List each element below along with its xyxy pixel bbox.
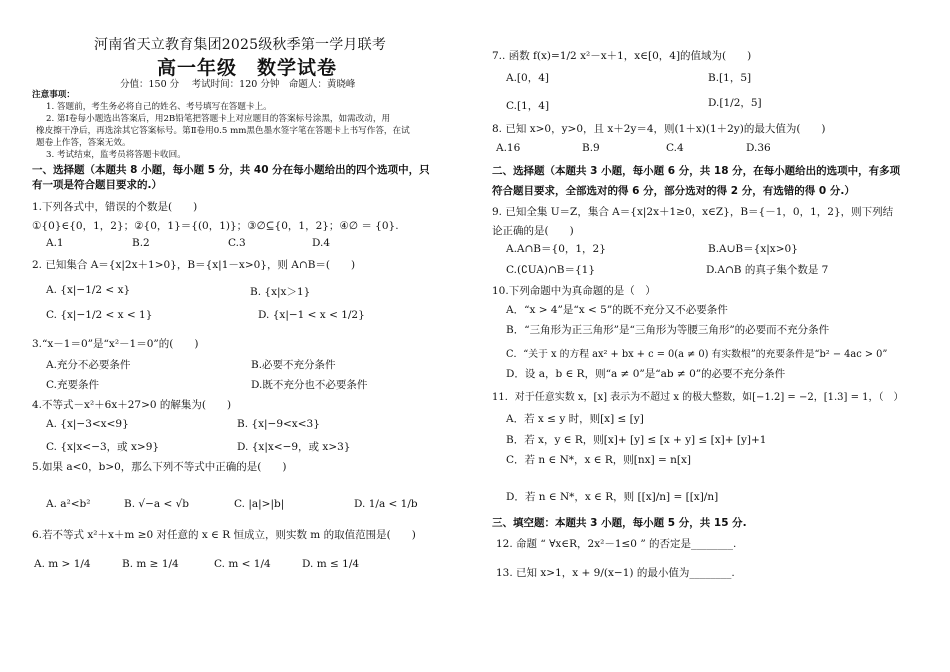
option: C.(∁UA)∩B＝{1} [506, 264, 596, 276]
option: D.既不充分也不必要条件 [251, 379, 368, 391]
notes-title: 注意事项： [32, 90, 75, 100]
question-3: 3.“x－1＝0”是“x²－1＝0”的( ) [32, 338, 199, 350]
section-2-heading-cont: 符合题目要求，全部选对的得 6 分，部分选对的得 2 分，有选错的得 0 分.） [492, 185, 855, 197]
school-title: 河南省天立教育集团2025级秋季第一学月联考 [94, 37, 387, 53]
option: D.4 [312, 237, 331, 249]
option: A. a²<b² [46, 498, 91, 510]
option: C.3 [228, 237, 246, 249]
question-6: 6.若不等式 x²＋x＋m ≥0 对任意的 x ∈ R 恒成立，则实数 m 的取值范围是( ) [32, 529, 416, 541]
option: D.[1/2，5] [708, 97, 762, 109]
question-2: 2. 已知集合 A＝{x|2x＋1>0}，B＝{x|1－x>0}，则 A∩B＝( ) [32, 259, 356, 271]
note-line: 橡皮擦干净后，再选涂其它答案标号。第Ⅱ卷用0.5 mm黑色墨水签字笔在答题卡上书写作答，在试 [36, 126, 410, 136]
option: B. {x|x＞1} [250, 286, 311, 298]
option: D．设 a，b ∈ R，则“a ≠ 0”是“ab ≠ 0”的必要不充分条件 [506, 368, 786, 380]
section-1-heading: 一、选择题（本题共 8 小题，每小题 5 分，共 40 分在每小题给出的四个选项中，只 [32, 164, 430, 176]
option: C. |a|>|b| [234, 498, 285, 510]
option: C.4 [666, 142, 684, 154]
option: A.A∩B＝{0，1，2} [506, 243, 606, 255]
option: C.[1，4] [506, 100, 550, 112]
option: B. m ≥ 1/4 [122, 558, 179, 570]
section-3-heading: 三、填空题：本题共 3 小题，每小题 5 分，共 15 分. [492, 517, 747, 529]
question-9: 9. 已知全集 U＝Z，集合 A＝{x|2x＋1≥0，x∈Z}，B＝{－1，0，1，2}，则下列结 [492, 206, 894, 218]
option: A. {x|−1/2 < x} [46, 284, 131, 296]
section-2-heading: 二、选择题（本题共 3 小题，每小题 6 分，共 18 分，在每小题给出的选项中，有多项 [492, 165, 901, 177]
option: B. {x|−9<x<3} [237, 418, 320, 430]
question-13: 13. 已知 x>1，x + 9/(x−1) 的最小值为________. [496, 567, 735, 579]
section-1-heading-cont: 有一项是符合题目要求的.） [32, 179, 162, 191]
question-10: 10.下列命题中为真命题的是（ ） [492, 285, 656, 297]
question-1: 1.下列各式中，错误的个数是( ) [32, 201, 198, 213]
exam-title: 高一年级 数学试卷 [157, 57, 338, 79]
option: B.2 [132, 237, 150, 249]
option: B.A∪B＝{x|x>0} [708, 243, 798, 255]
option: A.[0，4] [506, 72, 549, 84]
question-5: 5.如果 a<0，b>0，那么下列不等式中正确的是( ) [32, 461, 287, 473]
option: D．若 n ∈ N*，x ∈ R，则 [[x]/n] = [[x]/n] [506, 491, 719, 503]
question-12: 12. 命题 “ ∀x∈R，2x²－1≤0 ” 的否定是________. [496, 538, 737, 550]
option: D.36 [746, 142, 771, 154]
option: C. m < 1/4 [214, 558, 271, 570]
option: B.[1，5] [708, 72, 752, 84]
option: C．“关于 x 的方程 ax² + bx + c = 0(a ≠ 0) 有实数根”的充要条件是“b² − 4ac > 0” [506, 349, 888, 360]
option: D.A∩B 的真子集个数是 7 [706, 264, 829, 276]
option: C.充要条件 [46, 379, 99, 391]
note-line: 题卷上作答，答案无效。 [36, 138, 131, 148]
exam-meta: 分值：150 分 考试时间：120 分钟 命题人：黄晓峰 [120, 79, 356, 90]
option: A.充分不必要条件 [46, 359, 131, 371]
option: D. 1/a < 1/b [354, 498, 418, 510]
option: C. {x|−1/2 < x < 1} [46, 309, 153, 321]
option: B. √−a < √b [124, 498, 190, 510]
note-line: 1. 答题前，考生务必将自己的姓名、考号填写在答题卡上。 [46, 102, 272, 112]
question-7: 7.. 函数 f(x)=1/2 x²－x＋1，x∈[0，4]的值域为( ) [492, 50, 752, 62]
question-4: 4.不等式－x²＋6x＋27>0 的解集为( ) [32, 399, 232, 411]
option: B．若 x，y ∈ R，则[x]+ [y] ≤ [x + y] ≤ [x]+ [y]+1 [506, 434, 767, 446]
question-11: 11．对于任意实数 x，[x] 表示为不超过 x 的极大整数，如[−1.2] = −2，[1.3] = 1，（ ） [492, 392, 904, 403]
question-8: 8. 已知 x>0，y>0，且 x＋2y＝4，则(1＋x)(1＋2y)的最大值为( ) [492, 123, 826, 135]
option: C．若 n ∈ N*，x ∈ R，则[nx] = n[x] [506, 454, 692, 466]
option: A．“x > 4”是“x < 5”的既不充分又不必要条件 [506, 304, 728, 316]
option: B.9 [582, 142, 600, 154]
option: A. m > 1/4 [34, 558, 91, 570]
option: A.16 [496, 142, 521, 154]
option: A.1 [46, 237, 64, 249]
option: C. {x|x<−3，或 x>9} [46, 441, 160, 453]
option: A．若 x ≤ y 时，则[x] ≤ [y] [506, 413, 644, 425]
option: B．“三角形为正三角形”是“三角形为等腰三角形”的必要而不充分条件 [506, 324, 830, 336]
option: D. {x|−1 < x < 1/2} [258, 309, 365, 321]
note-line: 3. 考试结束，监考员将答题卡收回。 [46, 150, 186, 160]
question-1-body: ①{0}∈{0，1，2}；②{0，1}＝{(0，1)}；③∅⊆{0，1，2}；④∅ ＝ {0}. [32, 220, 399, 232]
question-9-cont: 论正确的是( ) [492, 225, 574, 237]
option: D. {x|x<−9，或 x>3} [237, 441, 351, 453]
option: B.必要不充分条件 [251, 359, 336, 371]
option: D. m ≤ 1/4 [302, 558, 360, 570]
note-line: 2. 第Ⅰ卷每小题选出答案后，用2B铅笔把答题卡上对应题目的答案标号涂黑，如需改动，用 [46, 114, 391, 124]
option: A. {x|−3<x<9} [46, 418, 129, 430]
